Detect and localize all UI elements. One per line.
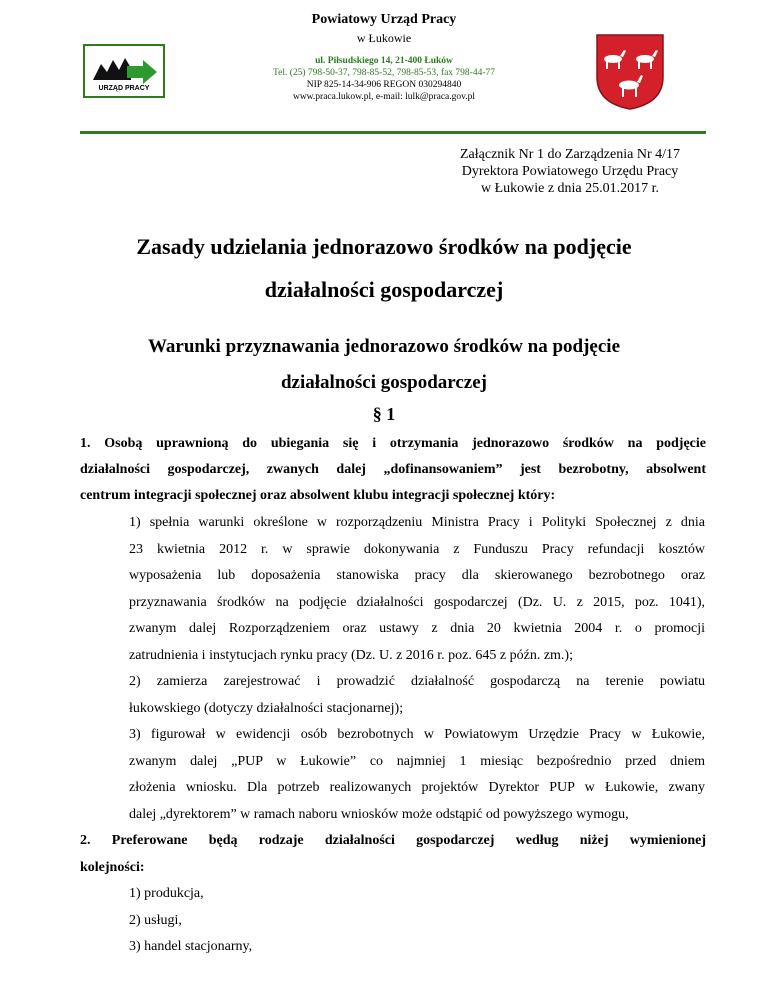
annex-line-1: Załącznik Nr 1 do Zarządzenia Nr 4/17	[459, 147, 680, 162]
office-city: w Łukowie	[356, 31, 412, 45]
point1-line-1: 1. Osobą uprawnioną do ubiegania się i otrzymania jednorazowo środków na podjęcie	[80, 436, 706, 451]
section-title-line-2: działalności gospodarczej	[280, 372, 487, 393]
item1-line-1: 1) spełnia warunki określone w rozporządzeniu Ministra Pracy i Polityki Społecznej z dnia	[129, 515, 705, 530]
point2-line-1: 2. Preferowane będą rodzaje działalności gospodarczej według niżej wymienionej	[80, 833, 706, 848]
point2-line-2: kolejności:	[80, 860, 145, 875]
item1-line-2: 23 kwietnia 2012 r. w sprawie dokonywania z Funduszu Pracy refundacji kosztów	[129, 542, 705, 557]
point2-item-1: 1) produkcja,	[129, 886, 204, 901]
item1-line-3: wyposażenia lub doposażenia stanowiska pracy dla skierowanego bezrobotnego oraz	[129, 568, 705, 583]
document-title-line-2: działalności gospodarczej	[264, 277, 504, 302]
item1-line-6: zatrudnienia i instytucjach rynku pracy (Dz. U. z 2016 r. poz. 645 z późn. zm.);	[129, 648, 573, 663]
item3-line-3: złożenia wniosku. Dla potrzeb realizowanych projektów Dyrektor PUP w Łukowie, zwany	[129, 780, 705, 795]
item1-line-5: zwanym dalej Rozporządzeniem oraz ustawy z dnia 20 kwietnia 2004 r. o promocji	[129, 621, 705, 636]
annex-line-3: w Łukowie z dnia 25.01.2017 r.	[480, 181, 660, 196]
logo-text: URZĄD PRACY	[98, 85, 150, 92]
logo-arrow-icon	[85, 50, 163, 90]
office-address: ul. Piłsudskiego 14, 21-400 Łuków	[315, 56, 453, 66]
office-phone: Tel. (25) 798-50-37, 798-85-52, 798-85-53, fax 798-44-77	[272, 68, 495, 78]
item3-line-4: dalej „dyrektorem” w ramach naboru wniosków może odstąpić od powyższego wymogu,	[129, 807, 629, 822]
paragraph-sign: § 1	[372, 404, 396, 424]
office-name: Powiatowy Urząd Pracy	[311, 12, 457, 27]
urzad-pracy-logo	[83, 44, 165, 98]
item1-line-4: przyznawania środków na podjęcie działalności gospodarczej (Dz. U. z 2015, poz. 1041),	[129, 595, 705, 610]
item2-line-1: 2) zamierza zarejestrować i prowadzić działalność gospodarczą na terenie powiatu	[129, 674, 705, 689]
coat-of-arms-icon	[593, 31, 667, 111]
item3-line-2: zwanym dalej „PUP w Łukowie” co najmniej 1 miesiąc bezpośrednio przed dniem	[129, 754, 705, 769]
point2-item-3: 3) handel stacjonarny,	[129, 939, 253, 954]
point2-item-2: 2) usługi,	[129, 913, 182, 928]
office-ids: NIP 825-14-34-906 REGON 030294840	[306, 80, 462, 90]
point1-line-2: działalności gospodarczej, zwanych dalej „dofinansowaniem” jest bezrobotny, absolwent	[80, 462, 706, 477]
annex-line-2: Dyrektora Powiatowego Urzędu Pracy	[461, 164, 679, 179]
item2-line-2: łukowskiego (dotyczy działalności stacjonarnej);	[129, 701, 404, 716]
document-title-line-1: Zasady udzielania jednorazowo środków na podjęcie	[136, 234, 632, 259]
office-web: www.praca.lukow.pl, e-mail: lulk@praca.gov.pl	[292, 92, 476, 102]
point1-line-3: centrum integracji społecznej oraz absolwent klubu integracji społecznej który:	[80, 488, 556, 503]
item3-line-1: 3) figurował w ewidencji osób bezrobotnych w Powiatowym Urzędzie Pracy w Łukowie,	[129, 727, 705, 742]
header-divider	[80, 131, 706, 134]
section-title-line-1: Warunki przyznawania jednorazowo środków na podjęcie	[147, 336, 621, 357]
